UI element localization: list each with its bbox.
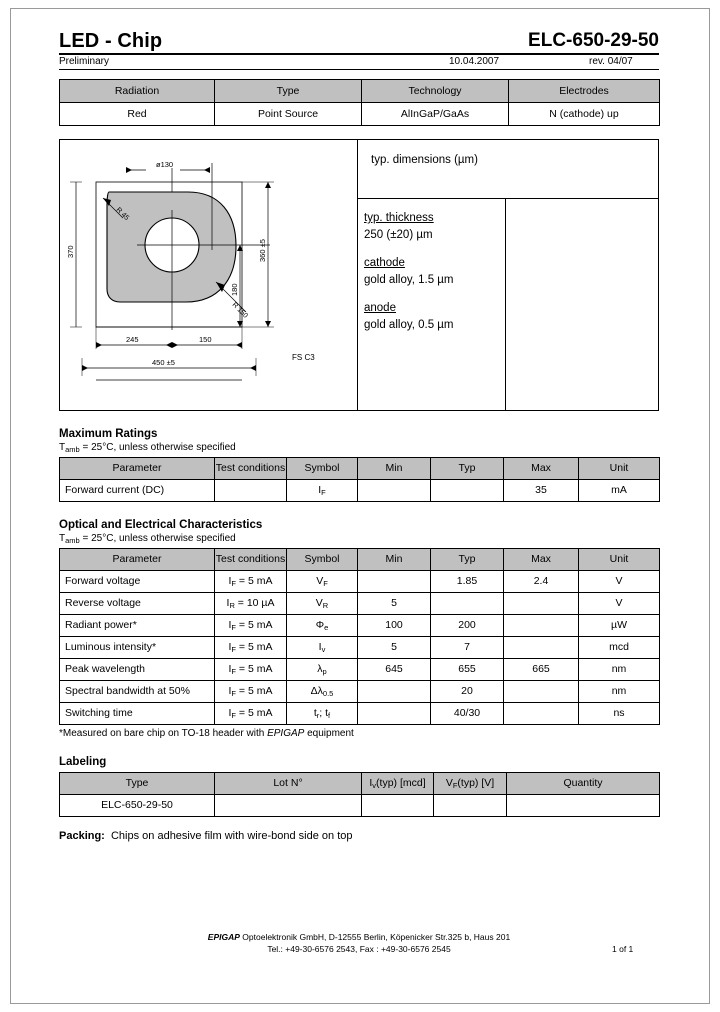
dim-radius-top-left: R 45: [114, 206, 130, 222]
dimensions-heading: typ. dimensions (µm): [358, 140, 658, 199]
col-typ: Typ: [431, 548, 504, 570]
cell-min: [358, 570, 431, 592]
cell-symbol: [287, 636, 358, 658]
cell-test-conditions: [215, 636, 287, 658]
cell-min: 645: [358, 658, 431, 680]
drawing-panel: [59, 139, 659, 411]
cell-typ: 20: [431, 680, 504, 702]
anode-value: gold alloy, 0.5 µm: [364, 319, 454, 331]
cell-min: [358, 680, 431, 702]
table-row: [60, 103, 660, 126]
cell-parameter: Luminous intensity*: [60, 636, 215, 658]
cell-typ: 655: [431, 658, 504, 680]
dim-width-right: 150: [199, 335, 212, 344]
cell-type: Point Source: [215, 103, 362, 126]
symbol-main: I: [318, 640, 322, 653]
dimensions-spec-list: [358, 199, 506, 410]
tc-rest: = 5 mA: [236, 618, 273, 631]
symbol-main: V: [315, 596, 323, 609]
table-header-row: [60, 548, 660, 570]
cell-quantity: [507, 794, 660, 816]
cell-technology: AlInGaP/GaAs: [362, 103, 509, 126]
note-sub: amb: [65, 444, 80, 454]
tc-rest: = 5 mA: [236, 662, 273, 675]
chip-drawing: [60, 140, 358, 410]
revision-label: rev. 04/07: [589, 56, 633, 67]
cell-parameter: Radiant power*: [60, 614, 215, 636]
col-test-conditions: Test conditions: [215, 457, 287, 479]
note-sub: amb: [65, 535, 80, 545]
tc-main: I: [228, 640, 232, 653]
cell-symbol: [287, 479, 358, 501]
footer-address-line: [59, 931, 659, 943]
cell-test-conditions: [215, 479, 287, 501]
col-min: Min: [358, 457, 431, 479]
cell-parameter: Spectral bandwidth at 50%: [60, 680, 215, 702]
dim-circle-diameter: ø130: [156, 160, 174, 169]
tc-sub: F: [231, 578, 237, 588]
cell-typ: 40/30: [431, 702, 504, 724]
tc-sub: F: [231, 644, 237, 654]
symbol-main: I: [318, 483, 322, 496]
cell-symbol: [287, 658, 358, 680]
cell-unit: nm: [579, 680, 660, 702]
cell-unit: V: [579, 570, 660, 592]
symbol-sub2: f: [328, 710, 331, 720]
optical-electrical-table: [59, 548, 660, 725]
cell-max: 665: [504, 658, 579, 680]
cell-min: 5: [358, 592, 431, 614]
cell-min: [358, 702, 431, 724]
cell-parameter: Reverse voltage: [60, 592, 215, 614]
page-number: 1 of 1: [612, 944, 634, 954]
dim-width-left: 245: [126, 335, 139, 344]
symbol-sub: v: [321, 644, 326, 654]
iv-main: I: [369, 776, 373, 789]
optical-electrical-note: [59, 533, 659, 545]
col-max: Max: [504, 548, 579, 570]
page-title: LED - Chip: [59, 30, 163, 52]
cell-typ: 200: [431, 614, 504, 636]
symbol-sub: e: [324, 622, 329, 632]
dim-height-left: 370: [66, 245, 75, 258]
col-electrodes: Electrodes: [509, 80, 660, 103]
col-radiation: Radiation: [60, 80, 215, 103]
note-suffix: = 25°C, unless otherwise specified: [79, 442, 236, 453]
dim-width-total: 450 ±5: [152, 358, 175, 367]
cell-typ: 7: [431, 636, 504, 658]
tc-main: I: [228, 574, 232, 587]
col-test-conditions: Test conditions: [215, 548, 287, 570]
tc-sub: F: [231, 622, 237, 632]
company-address: Optoelektronik GmbH, D-12555 Berlin, Köpenicker Str.325 b, Haus 201: [239, 932, 511, 942]
summary-table: [59, 79, 660, 126]
cell-unit: mcd: [579, 636, 660, 658]
cell-radiation: Red: [60, 103, 215, 126]
vf-sub: F: [452, 780, 458, 790]
table-row: [60, 592, 660, 614]
footnote-tail: equipment: [304, 727, 354, 739]
cell-max: [504, 680, 579, 702]
symbol-sub: 0.5: [322, 688, 334, 698]
table-row: [60, 636, 660, 658]
dimensions-body: [358, 199, 658, 410]
note-prefix: T: [59, 442, 66, 453]
col-technology: Technology: [362, 80, 509, 103]
cell-unit: mA: [579, 479, 660, 501]
col-min: Min: [358, 548, 431, 570]
packing-line: [59, 830, 659, 842]
cell-unit: V: [579, 592, 660, 614]
cell-min: 5: [358, 636, 431, 658]
cell-symbol: [287, 614, 358, 636]
cell-parameter: Switching time: [60, 702, 215, 724]
vf-main: V: [445, 776, 453, 789]
tc-main: I: [228, 662, 232, 675]
header-subrow: [59, 55, 659, 70]
col-symbol: Symbol: [287, 548, 358, 570]
cell-lot-number: [215, 794, 362, 816]
dim-height-inner: 180: [230, 283, 239, 296]
cell-symbol: [287, 592, 358, 614]
cell-luminous-intensity: [362, 794, 434, 816]
cell-max: [504, 702, 579, 724]
cell-typ: [431, 479, 504, 501]
tc-rest: = 5 mA: [236, 574, 273, 587]
chip-drawing-svg: [60, 140, 357, 410]
symbol-main: λ: [317, 662, 323, 675]
company-name: EPIGAP: [207, 932, 240, 942]
col-max: Max: [504, 457, 579, 479]
cell-type: ELC-650-29-50: [60, 794, 215, 816]
col-unit: Unit: [579, 457, 660, 479]
cathode-value: gold alloy, 1.5 µm: [364, 274, 454, 286]
optical-electrical-footnote: [59, 728, 659, 739]
cell-typ: [431, 592, 504, 614]
col-forward-voltage: [434, 772, 507, 794]
cell-unit: µW: [579, 614, 660, 636]
tc-main: I: [226, 596, 230, 609]
table-header-row: [60, 772, 660, 794]
col-parameter: Parameter: [60, 548, 215, 570]
cell-max: [504, 636, 579, 658]
table-row: [60, 702, 660, 724]
cell-electrodes: N (cathode) up: [509, 103, 660, 126]
cell-min: 100: [358, 614, 431, 636]
symbol-sub: F: [323, 578, 328, 588]
symbol-main: Δλ: [310, 684, 323, 697]
cell-typ: 1.85: [431, 570, 504, 592]
cell-test-conditions: [215, 614, 287, 636]
maximum-ratings-table: [59, 457, 660, 502]
maximum-ratings-title: Maximum Ratings: [59, 428, 158, 440]
tc-sub: F: [231, 666, 237, 676]
document-date: 10.04.2007: [449, 56, 500, 67]
col-parameter: Parameter: [60, 457, 215, 479]
footnote-brand: EPIGAP: [267, 727, 305, 739]
vf-rest: (typ) [V]: [457, 776, 495, 789]
optical-electrical-body: [60, 570, 660, 724]
table-row: [60, 680, 660, 702]
cell-test-conditions: [215, 658, 287, 680]
symbol-main: t: [313, 706, 317, 719]
cell-max: 2.4: [504, 570, 579, 592]
cell-unit: ns: [579, 702, 660, 724]
table-row: [60, 794, 660, 816]
table-row: [60, 479, 660, 501]
cell-symbol: [287, 680, 358, 702]
status-label: Preliminary: [59, 56, 110, 67]
cell-unit: nm: [579, 658, 660, 680]
drawing-reference: FS C3: [292, 353, 315, 362]
packing-label: Packing:: [59, 829, 105, 842]
labeling-title: Labeling: [59, 755, 107, 768]
thickness-label: typ. thickness: [364, 212, 434, 224]
anode-label: anode: [364, 302, 396, 314]
cell-test-conditions: [215, 702, 287, 724]
labeling-table: [59, 772, 660, 817]
cell-min: [358, 479, 431, 501]
note-suffix: = 25°C, unless otherwise specified: [79, 532, 236, 544]
col-symbol: Symbol: [287, 457, 358, 479]
col-type: Type: [60, 772, 215, 794]
cell-symbol: [287, 702, 358, 724]
cell-test-conditions: [215, 592, 287, 614]
dim-height-right: 360 ±5: [258, 239, 267, 262]
document-header: [59, 30, 659, 55]
cell-max: 35: [504, 479, 579, 501]
tc-rest: = 5 mA: [236, 706, 273, 719]
col-luminous-intensity: [362, 772, 434, 794]
table-header-row: [60, 457, 660, 479]
col-typ: Typ: [431, 457, 504, 479]
dim-radius-bottom-right: R 150: [230, 301, 249, 320]
tc-sub: R: [229, 600, 235, 610]
table-row: [60, 570, 660, 592]
symbol-sub: F: [321, 487, 326, 497]
col-unit: Unit: [579, 548, 660, 570]
packing-text: Chips on adhesive film with wire-bond side on top: [110, 829, 353, 842]
footer-contact-line: Tel.: +49-30-6576 2543, Fax : +49-30-6576 2545: [267, 944, 451, 954]
iv-rest: (typ) [mcd]: [376, 776, 426, 789]
tc-rest: = 10 µA: [234, 596, 275, 609]
iv-sub: v: [372, 780, 377, 790]
tc-sub: F: [231, 710, 237, 720]
tc-rest: = 5 mA: [236, 684, 273, 697]
cell-symbol: [287, 570, 358, 592]
page-content: [59, 30, 659, 842]
col-type: Type: [215, 80, 362, 103]
note-prefix: T: [59, 532, 66, 544]
cathode-label: cathode: [364, 257, 405, 269]
cell-max: [504, 614, 579, 636]
table-row: [60, 614, 660, 636]
tc-main: I: [228, 684, 232, 697]
part-number: ELC-650-29-50: [528, 30, 659, 51]
col-quantity: Quantity: [507, 772, 660, 794]
cell-parameter: Peak wavelength: [60, 658, 215, 680]
cell-parameter: Forward voltage: [60, 570, 215, 592]
cell-parameter: Forward current (DC): [60, 479, 215, 501]
cell-test-conditions: [215, 680, 287, 702]
symbol-sub: p: [322, 666, 327, 676]
symbol-main2: ; t: [319, 706, 329, 719]
footnote-text: *Measured on bare chip on TO-18 header with: [59, 727, 268, 739]
col-lot-number: Lot N°: [215, 772, 362, 794]
page-footer: [59, 931, 659, 955]
cell-max: [504, 592, 579, 614]
symbol-sub: R: [322, 600, 329, 610]
optical-electrical-title: Optical and Electrical Characteristics: [59, 518, 263, 531]
table-header-row: [60, 80, 660, 103]
dimensions-panel: [358, 140, 658, 410]
maximum-ratings-note: [59, 442, 659, 454]
symbol-sub: r: [316, 710, 320, 720]
table-row: [60, 658, 660, 680]
tc-rest: = 5 mA: [236, 640, 273, 653]
tc-main: I: [228, 706, 232, 719]
cell-forward-voltage: [434, 794, 507, 816]
symbol-main: Φ: [315, 618, 325, 631]
dimensions-empty-cell: [506, 199, 658, 410]
thickness-value: 250 (±20) µm: [364, 229, 433, 241]
tc-sub: F: [231, 688, 237, 698]
symbol-main: V: [316, 574, 324, 587]
tc-main: I: [228, 618, 232, 631]
cell-test-conditions: [215, 570, 287, 592]
